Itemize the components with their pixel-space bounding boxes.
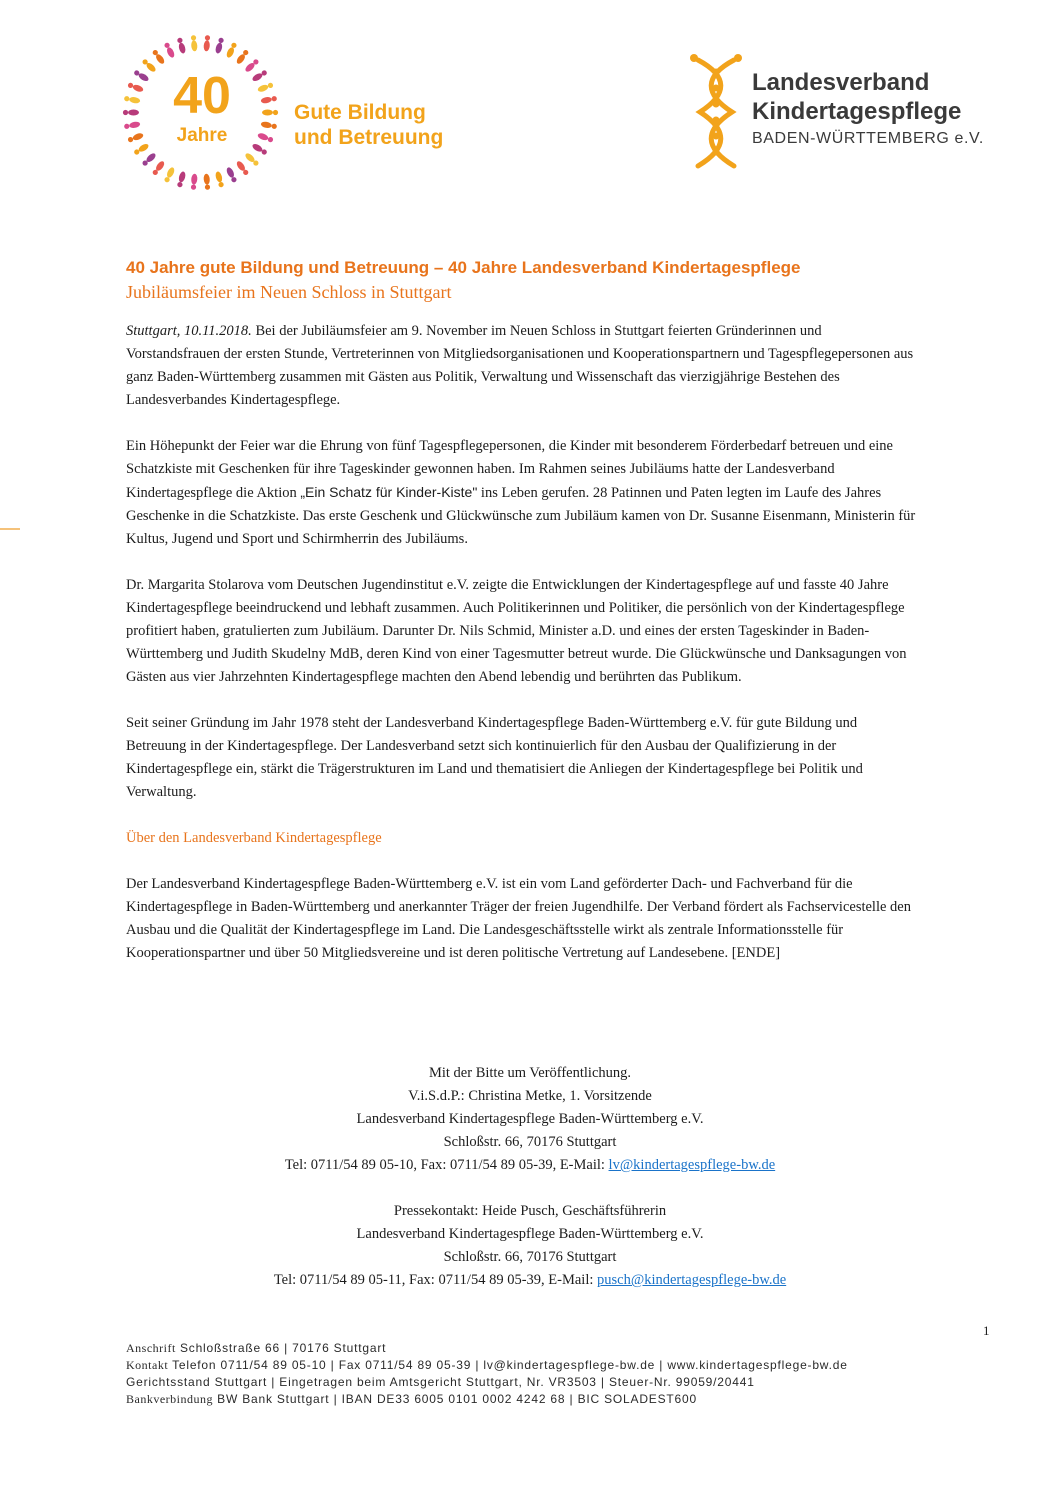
paragraph-1-text: Bei der Jubiläumsfeier am 9. November im Neuen Schloss in Stuttgart feierten Gründerinnen und Vorstandsfrauen der ersten Stunde, Vertreterinnen von Mitgliedsorganisationen und Kooperationspartnern und Tagespflegepersonen aus ganz Baden-Württemberg zusammen mit Gästen aus Politik, Verwaltung und Wissenschaft das vierzigjährige Bestehen des Landesverbandes Kindertagespflege. — [126, 323, 914, 408]
contact-1-organisation: Landesverband Kindertagespflege Baden-Württemberg e.V. — [356, 1111, 704, 1127]
headline: 40 Jahre gute Bildung und Betreuung – 40 Jahre Landesverband Kindertagespflege — [126, 258, 801, 277]
footer-address-text: Schloßstraße 66 | 70176 Stuttgart — [175, 1341, 387, 1355]
contact-1-email-link[interactable]: lv@kindertagespflege-bw.de — [608, 1157, 776, 1173]
paragraph-4: Seit seiner Gründung im Jahr 1978 steht der Landesverband Kindertagespflege Baden-Württemberg e.V. für gute Bildung und Betreuung in der Kindertagespflege. Der Landesverband setzt sich kontinuierlich für den Ausbau der Qualifizierung in der Kindertagespflege ein, stärkt die Trägerstrukturen im Land und thematisiert die Anliegen der Kindertagespflege bei Politik und Verwaltung. — [126, 715, 863, 800]
jubilee-logo — [118, 30, 488, 195]
action-name: „Ein Schatz für Kinder-Kiste" — [300, 484, 478, 500]
ring-figure — [123, 110, 139, 116]
ring-figure — [214, 171, 224, 188]
ring-figure — [251, 142, 268, 156]
ring-figure — [244, 152, 260, 167]
footer-bank-text: BW Bank Stuttgart | IBAN DE33 6005 0101 0002 4242 68 | BIC SOLADEST600 — [213, 1392, 697, 1406]
org-name-line-2: Kindertagespflege — [752, 98, 962, 125]
ring-figure — [127, 132, 144, 143]
ring-figure — [133, 69, 150, 83]
ring-figure — [163, 42, 176, 59]
footer-address — [126, 1340, 926, 1357]
ring-figure — [151, 49, 165, 65]
ring-figure — [133, 142, 150, 156]
ring-figure — [124, 121, 141, 130]
paragraph-2 — [126, 435, 916, 551]
ring-figure — [260, 95, 277, 104]
publication-request: Mit der Bitte um Veröffentlichung. — [428, 1065, 632, 1081]
organisation-logo — [688, 54, 1008, 174]
ring-figure — [257, 132, 274, 143]
page-number: 1 — [983, 1323, 990, 1338]
press-contact: Pressekontakt: Heide Pusch, Geschäftsführerin — [393, 1203, 667, 1219]
contact-2-phone-fax: Tel: 0711/54 89 05-11, Fax: 0711/54 89 05-39, E-Mail: — [273, 1272, 598, 1288]
paragraph-2-text-a: Ein Höhepunkt der Feier war die Ehrung von fünf Tagespflegepersonen, die Kinder mit besonderem Förderbedarf betreuen und eine Schatzkiste mit Geschenken für ihre Tageskinder gewonnen haben. Im Rahmen seines Jubiläums hatte der Landesverband Kindertagespflege die Aktion — [126, 438, 893, 501]
jubilee-logo-number: 40 — [173, 67, 231, 125]
footer-bank-label: Bankverbindung — [126, 1392, 213, 1406]
fold-mark — [0, 528, 20, 530]
contact-1-phone-line — [126, 1154, 934, 1177]
jubilee-logo-tagline — [294, 100, 443, 150]
org-name-line-1: Landesverband — [752, 69, 930, 96]
footer-contact-label: Kontakt — [126, 1358, 169, 1372]
orange-people-chain-icon — [688, 54, 750, 172]
paragraph-3: Dr. Margarita Stolarova vom Deutschen Jugendinstitut e.V. zeigte die Entwicklungen der Kindertagespflege auf und fasste 40 Jahre Kindertagespflege beeindruckend und lebhaft zusammen. Auch Politikerinnen und Politiker, die persönlich von der Kindertagespflege profitiert haben, gratulierten zum Jubiläum. Darunter Dr. Nils Schmid, Minister a.D. und eines der ersten Tageskinder in Baden-Württemberg und Judith Skudelny MdB, deren Kind von einer Tagesmutter betreut wurde. Die Glückwünsche und Danksagungen von Gästen aus vier Jahrzehnten Kindertagespflege machten den Abend lebendig und berührten das Publikum. — [126, 577, 907, 685]
ring-figure — [176, 37, 186, 54]
contact-section — [126, 1062, 934, 1292]
footer-contact — [126, 1357, 926, 1374]
ring-figure — [163, 166, 176, 183]
page-footer — [126, 1340, 926, 1408]
ring-figure — [235, 160, 249, 176]
ring-figure — [127, 82, 144, 93]
contact-2-email-link[interactable]: pusch@kindertagespflege-bw.de — [597, 1272, 787, 1288]
contact-1-phone-fax: Tel: 0711/54 89 05-10, Fax: 0711/54 89 05-39, E-Mail: — [284, 1157, 609, 1173]
ring-figure — [190, 173, 197, 190]
dateline: Stuttgart, 10.11.2018. — [126, 323, 252, 339]
tagline-line-1: Gute Bildung — [294, 101, 426, 124]
ring-figure — [262, 110, 278, 116]
contact-2-address: Schloßstr. 66, 70176 Stuttgart — [443, 1249, 617, 1265]
ring-figure — [251, 69, 268, 83]
subheadline: Jubiläumsfeier im Neuen Schloss in Stuttgart — [126, 282, 452, 302]
footer-registry: Gerichtsstand Stuttgart | Eingetragen beim Amtsgericht Stuttgart, Nr. VR3503 | Steuer-Nr. 99059/20441 — [126, 1375, 755, 1389]
paragraph-2-text-b: ins Leben gerufen. 28 Patinnen und Paten legten im Laufe des Jahres Geschenke in die Schatzkiste. Das erste Geschenk und Glückwünsche zum Jubiläum kamen von Dr. Susanne Eisenmann, Ministerin für Kultus, Jugend und Sport und Schirmherrin des Jubiläums. — [126, 485, 916, 547]
ring-figure — [214, 37, 224, 54]
ring-figure — [203, 35, 210, 52]
tagline-line-2: und Betreuung — [294, 126, 444, 149]
footer-contact-text: Telefon 0711/54 89 05-10 | Fax 0711/54 89 05-39 | lv@kindertagespflege-bw.de | www.kindertagespflege-bw.de — [168, 1358, 848, 1372]
ring-figure — [225, 166, 238, 183]
ring-figure — [141, 152, 157, 167]
org-name-line-3: BADEN-WÜRTTEMBERG e.V. — [752, 130, 984, 147]
ring-figure — [141, 58, 157, 73]
ring-figure — [260, 121, 277, 130]
contact-2-organisation: Landesverband Kindertagespflege Baden-Württemberg e.V. — [356, 1226, 704, 1242]
ring-figure — [190, 35, 197, 52]
responsible-person: V.i.S.d.P.: Christina Metke, 1. Vorsitzende — [408, 1088, 652, 1104]
ring-figure — [225, 42, 238, 59]
contact-1-address: Schloßstr. 66, 70176 Stuttgart — [443, 1134, 617, 1150]
jubilee-logo-word: Jahre — [176, 125, 228, 146]
ring-figure — [235, 49, 249, 65]
ring-figure — [151, 160, 165, 176]
footer-address-label: Anschrift — [126, 1341, 176, 1355]
ring-figure — [124, 95, 141, 104]
paragraph-1 — [126, 320, 916, 412]
about-section-title: Über den Landesverband Kindertagespflege — [126, 830, 382, 846]
article-body — [126, 256, 916, 965]
ring-figure — [257, 82, 274, 93]
contact-2-phone-line — [126, 1269, 934, 1292]
paragraph-5: Der Landesverband Kindertagespflege Baden-Württemberg e.V. ist ein vom Land geförderter Dach- und Fachverband für die Kindertagespflege in Baden-Württemberg und anerkannter Träger der freien Jugendhilfe. Der Verband fördert als Fachservicestelle den Ausbau und die Qualität der Kindertagespflege im Land. Die Landesgeschäftsstelle wirkt als zentrale Informationsstelle für Kooperationspartner und über 50 Mitgliedsvereine und ist deren politische Vertretung auf Landesebene. [ENDE] — [126, 876, 911, 961]
organisation-name — [752, 68, 984, 150]
ring-figure — [203, 173, 210, 190]
footer-bank — [126, 1391, 926, 1408]
ring-figure — [176, 171, 186, 188]
